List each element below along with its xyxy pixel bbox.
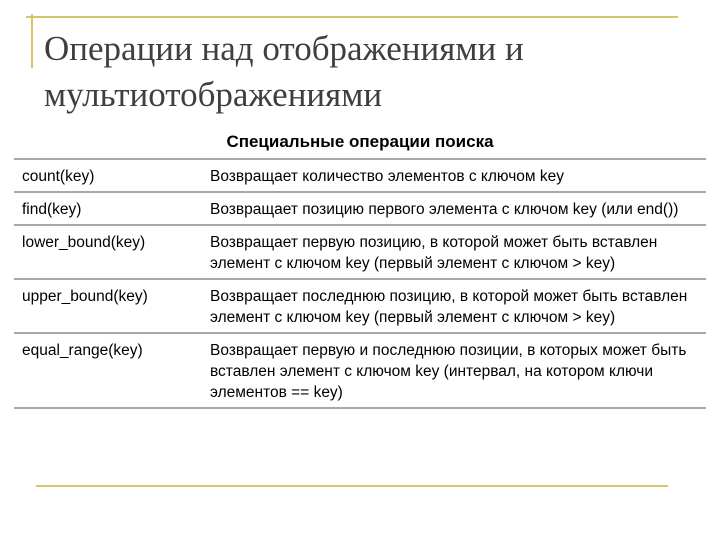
description-cell: Возвращает первую и последнюю позиции, в которых может быть вставлен элемент с ключом key (интервал, на котором ключи элементов == key) (210, 342, 687, 401)
table-row (14, 279, 706, 333)
function-cell: upper_bound(key) (22, 288, 148, 305)
table-row (14, 159, 706, 192)
table-caption (0, 132, 720, 152)
function-cell: count(key) (22, 168, 95, 185)
function-cell: find(key) (22, 201, 82, 218)
decorative-top-line (26, 16, 678, 18)
operations-table (14, 158, 706, 409)
description-cell: Возвращает позицию первого элемента с ключом key (или end()) (210, 201, 679, 218)
description-cell: Возвращает последнюю позицию, в которой может быть вставлен элемент с ключом key (первый элемент с ключом > key) (210, 288, 688, 326)
description-cell: Возвращает первую позицию, в которой может быть вставлен элемент с ключом key (первый элемент с ключом > key) (210, 234, 658, 272)
table-row (14, 333, 706, 408)
table-caption-text: Специальные операции поиска (226, 132, 494, 151)
description-cell: Возвращает количество элементов с ключом key (210, 168, 564, 185)
decorative-bottom-line (36, 485, 668, 487)
function-cell: lower_bound(key) (22, 234, 146, 251)
slide-title: Операции над отображениями и мультиотображениями (44, 29, 524, 114)
function-cell: equal_range(key) (22, 342, 143, 359)
table-row (14, 192, 706, 225)
decorative-vertical-line (31, 14, 33, 68)
table-row (14, 225, 706, 279)
